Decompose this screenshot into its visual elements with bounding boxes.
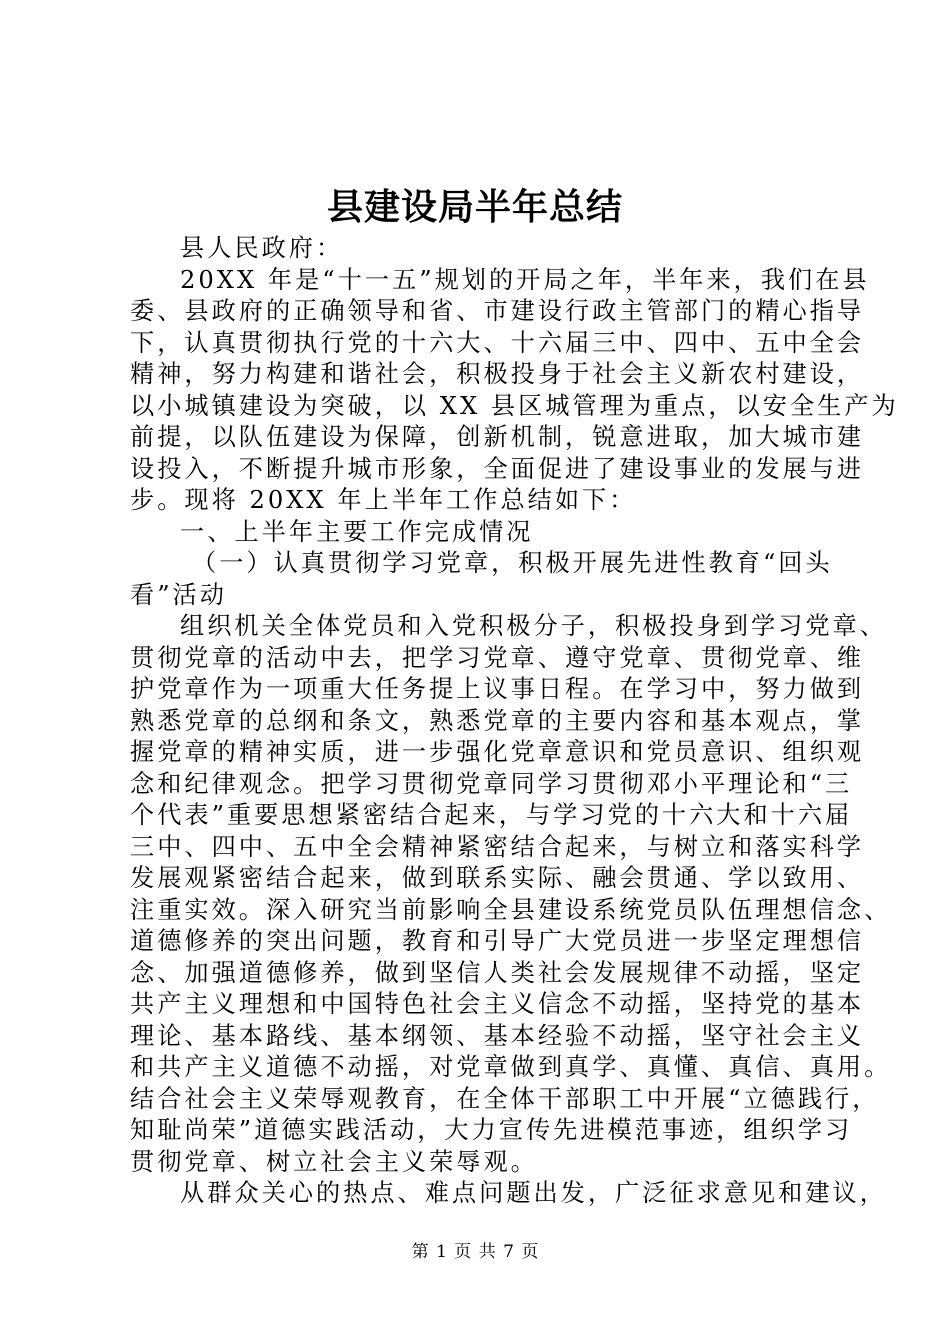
paragraph-line: 设投入，不断提升城市形象，全面促进了建设事业的发展与进 [130, 454, 865, 483]
paragraph-line: 20XX 年是“十一五”规划的开局之年，半年来，我们在县 [180, 265, 870, 294]
paragraph-line: 道德修养的突出问题，教育和引导广大党员进一步坚定理想信 [130, 927, 865, 955]
paragraph-line: 共产主义理想和中国特色社会主义信念不动摇，坚持党的基本 [130, 990, 865, 1018]
paragraph-line: 三中、四中、五中全会精神紧密结合起来，与树立和落实科学 [130, 832, 865, 861]
paragraph-line: 组织机关全体党员和入党积极分子，积极投身到学习党章、 [180, 612, 887, 640]
paragraph-line: 护党章作为一项重大任务提上议事日程。在学习中，努力做到 [130, 675, 865, 703]
section-heading: 一、上半年主要工作完成情况 [180, 517, 534, 546]
paragraph-line: 理论、基本路线、基本纲领、基本经验不动摇，坚守社会主义 [130, 1021, 865, 1050]
salutation-line: 县人民政府： [180, 234, 344, 262]
paragraph-line: 注重实效。深入研究当前影响全县建设系统党员队伍理想信念、 [130, 895, 892, 924]
paragraph-line: 贯彻党章的活动中去，把学习党章、遵守党章、贯彻党章、维 [130, 643, 865, 672]
paragraph-line: 结合社会主义荣辱观教育，在全体干部职工中开展“立德践行， [130, 1084, 880, 1113]
page-title: 县建设局半年总结 [326, 186, 623, 228]
paragraph-line: 熟悉党章的总纲和条文，熟悉党章的主要内容和基本观点，掌 [130, 706, 865, 735]
paragraph-line: 发展观紧密结合起来，做到联系实际、融会贯通、学以致用、 [130, 864, 865, 892]
paragraph-line: 步。现将 20XX 年上半年工作总结如下： [130, 486, 637, 514]
paragraph-line: 前提，以队伍建设为保障，创新机制，锐意进取，加大城市建 [130, 423, 865, 451]
paragraph-line: 念和纪律观念。把学习贯彻党章同学习贯彻邓小平理论和“三 [130, 769, 853, 798]
paragraph-line: 从群众关心的热点、难点问题出发，广泛征求意见和建议， [180, 1179, 887, 1207]
paragraph-line: 以小城镇建设为突破，以 XX 县区城管理为重点，以安全生产为 [130, 391, 899, 420]
paragraph-line: 念、加强道德修养，做到坚信人类社会发展规律不动摇，坚定 [130, 958, 865, 987]
document-body [130, 233, 899, 1210]
paragraph-line: 贯彻党章、树立社会主义荣辱观。 [130, 1147, 538, 1176]
paragraph-line: 委、县政府的正确领导和省、市建设行政主管部门的精心指导 [130, 297, 865, 325]
page-number-footer: 第 1 页 共 7 页 [411, 1242, 539, 1262]
paragraph-line: 个代表”重要思想紧密结合起来，与学习党的十六大和十六届 [130, 801, 853, 829]
paragraph-line: 知耻尚荣”道德实践活动，大力宣传先进模范事迹，组织学习 [130, 1116, 853, 1144]
subsection-heading: 看”活动 [130, 580, 227, 609]
paragraph-line: 精神，努力构建和谐社会，积极投身于社会主义新农村建设， [130, 360, 865, 388]
paragraph-line: 下，认真贯彻执行党的十六大、十六届三中、四中、五中全会 [130, 328, 865, 357]
paragraph-line: 握党章的精神实质，进一步强化党章意识和党员意识、组织观 [130, 738, 865, 766]
subsection-heading: （一）认真贯彻学习党章，积极开展先进性教育“回头 [192, 549, 833, 577]
paragraph-line: 和共产主义道德不动摇，对党章做到真学、真懂、真信、真用。 [130, 1053, 892, 1081]
